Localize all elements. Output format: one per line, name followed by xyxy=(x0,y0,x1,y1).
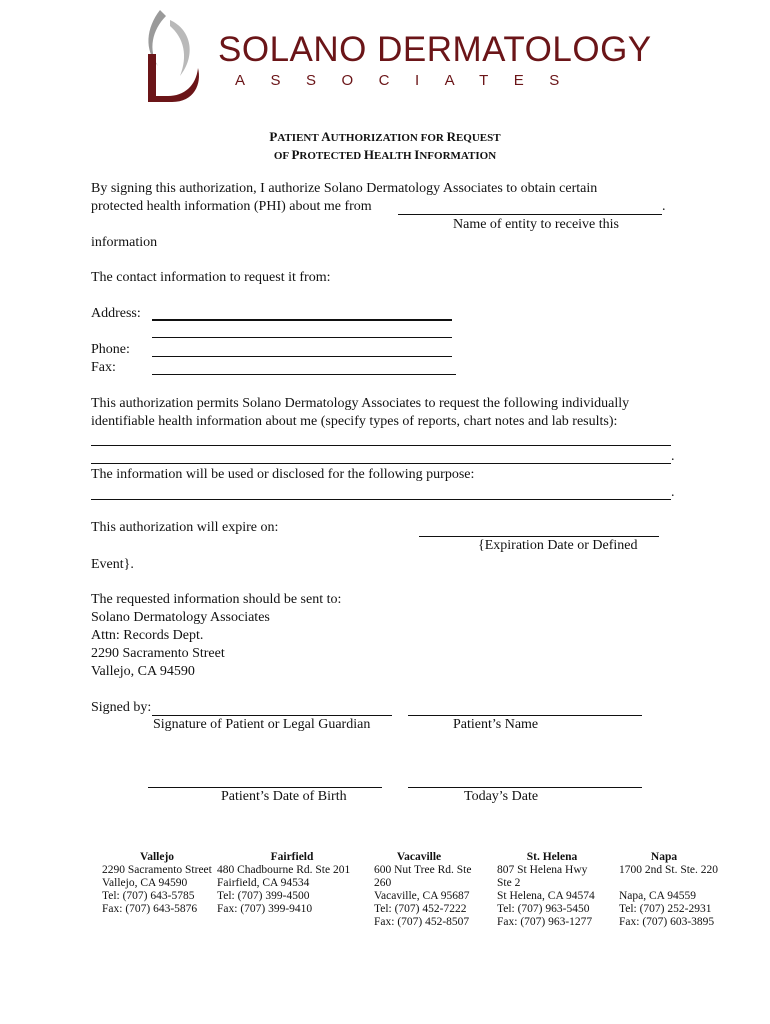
office-fax: Fax: (707) 603-3895 xyxy=(619,916,715,928)
intro-line-3: information xyxy=(91,235,158,250)
form-title-line-1: PATIENT AUTHORIZATION FOR REQUEST xyxy=(269,129,501,144)
send-to-lead: The requested information should be sent to: xyxy=(91,592,342,607)
office-city: Fairfield, CA 94534 xyxy=(217,877,310,889)
permits-line-2: identifiable health information about me (specify types of reports, chart notes and lab results): xyxy=(91,414,618,429)
office-fax: Fax: (707) 452-8507 xyxy=(374,916,470,928)
entity-name-caption: Name of entity to receive this xyxy=(453,217,619,232)
todays-date-field[interactable] xyxy=(408,787,642,788)
fax-field[interactable] xyxy=(152,374,456,375)
contact-lead: The contact information to request it from: xyxy=(91,270,331,285)
permits-line-1: This authorization permits Solano Dermatology Associates to request the following individually xyxy=(91,396,630,411)
purpose-field[interactable] xyxy=(91,499,671,500)
intro-line-2: protected health information (PHI) about me from xyxy=(91,199,372,214)
office-tel: Tel: (707) 643-5785 xyxy=(102,890,195,902)
office-name: Fairfield xyxy=(270,851,314,863)
signature-field[interactable] xyxy=(152,715,392,716)
office-name: Vacaville xyxy=(396,851,442,863)
health-info-field-1[interactable] xyxy=(91,445,671,446)
send-to-line: Vallejo, CA 94590 xyxy=(91,664,195,679)
todays-date-caption: Today’s Date xyxy=(464,789,539,804)
office-address: 2290 Sacramento Street xyxy=(102,864,212,876)
dob-field[interactable] xyxy=(148,787,382,788)
office-fairfield xyxy=(217,851,367,916)
phone-field[interactable] xyxy=(152,356,452,357)
expire-lead: This authorization will expire on: xyxy=(91,520,279,535)
office-napa xyxy=(619,851,735,929)
phone-label: Phone: xyxy=(91,342,130,357)
office-tel: Tel: (707) 963-5450 xyxy=(497,903,590,915)
office-city: St Helena, CA 94574 xyxy=(497,890,595,902)
logo-name: SOLANO DERMATOLOGY xyxy=(218,30,652,69)
permits-period: . xyxy=(671,449,675,464)
send-to-line: Solano Dermatology Associates xyxy=(91,610,270,625)
office-name: St. Helena xyxy=(526,851,578,863)
address-label: Address: xyxy=(91,306,141,321)
purpose-period: . xyxy=(671,485,675,500)
office-vallejo xyxy=(102,851,212,916)
send-to-line: 2290 Sacramento Street xyxy=(91,646,225,661)
dob-caption: Patient’s Date of Birth xyxy=(221,789,347,804)
patient-name-caption: Patient’s Name xyxy=(453,717,539,732)
office-address: 480 Chadbourne Rd. Ste 201 xyxy=(217,864,351,876)
send-to-line: Attn: Records Dept. xyxy=(91,628,204,643)
form-title-line-2: OF PROTECTED HEALTH INFORMATION xyxy=(273,147,497,162)
fax-label: Fax: xyxy=(91,360,116,375)
office-vacaville xyxy=(374,851,490,929)
intro-line-1: By signing this authorization, I authorize Solano Dermatology Associates to obtain certain xyxy=(91,181,598,196)
address-field-1[interactable] xyxy=(152,319,452,321)
entity-name-field[interactable] xyxy=(398,214,662,215)
office-fax: Fax: (707) 963-1277 xyxy=(497,916,593,928)
office-fax: Fax: (707) 399-9410 xyxy=(217,903,313,915)
office-tel: Tel: (707) 252-2931 xyxy=(619,903,712,915)
logo-mark-icon xyxy=(140,6,206,106)
signature-caption: Signature of Patient or Legal Guardian xyxy=(153,717,371,732)
office-city: Vacaville, CA 95687 xyxy=(374,890,470,902)
office-st-helena xyxy=(497,851,617,929)
address-field-2[interactable] xyxy=(152,337,452,338)
office-name: Vallejo xyxy=(139,851,175,863)
intro-period: . xyxy=(662,199,666,214)
logo-subtitle: ASSOCIATES xyxy=(235,72,585,89)
office-address: 807 St Helena Hwy Ste 2 xyxy=(497,864,588,889)
health-info-field-2[interactable] xyxy=(91,463,671,464)
office-city: Vallejo, CA 94590 xyxy=(102,877,188,889)
office-name: Napa xyxy=(650,851,678,863)
office-address: 600 Nut Tree Rd. Ste 260 xyxy=(374,864,472,889)
expiration-caption: {Expiration Date or Defined xyxy=(478,538,638,553)
expire-tail: Event}. xyxy=(91,557,134,572)
purpose-lead: The information will be used or disclosed for the following purpose: xyxy=(91,467,475,482)
expiration-field[interactable] xyxy=(419,536,659,537)
office-tel: Tel: (707) 452-7222 xyxy=(374,903,467,915)
signed-by-label: Signed by: xyxy=(91,700,152,715)
office-fax: Fax: (707) 643-5876 xyxy=(102,903,198,915)
office-city: Napa, CA 94559 xyxy=(619,890,696,902)
office-address: 1700 2nd St. Ste. 220 xyxy=(619,864,719,876)
patient-name-field[interactable] xyxy=(408,715,642,716)
office-tel: Tel: (707) 399-4500 xyxy=(217,890,310,902)
